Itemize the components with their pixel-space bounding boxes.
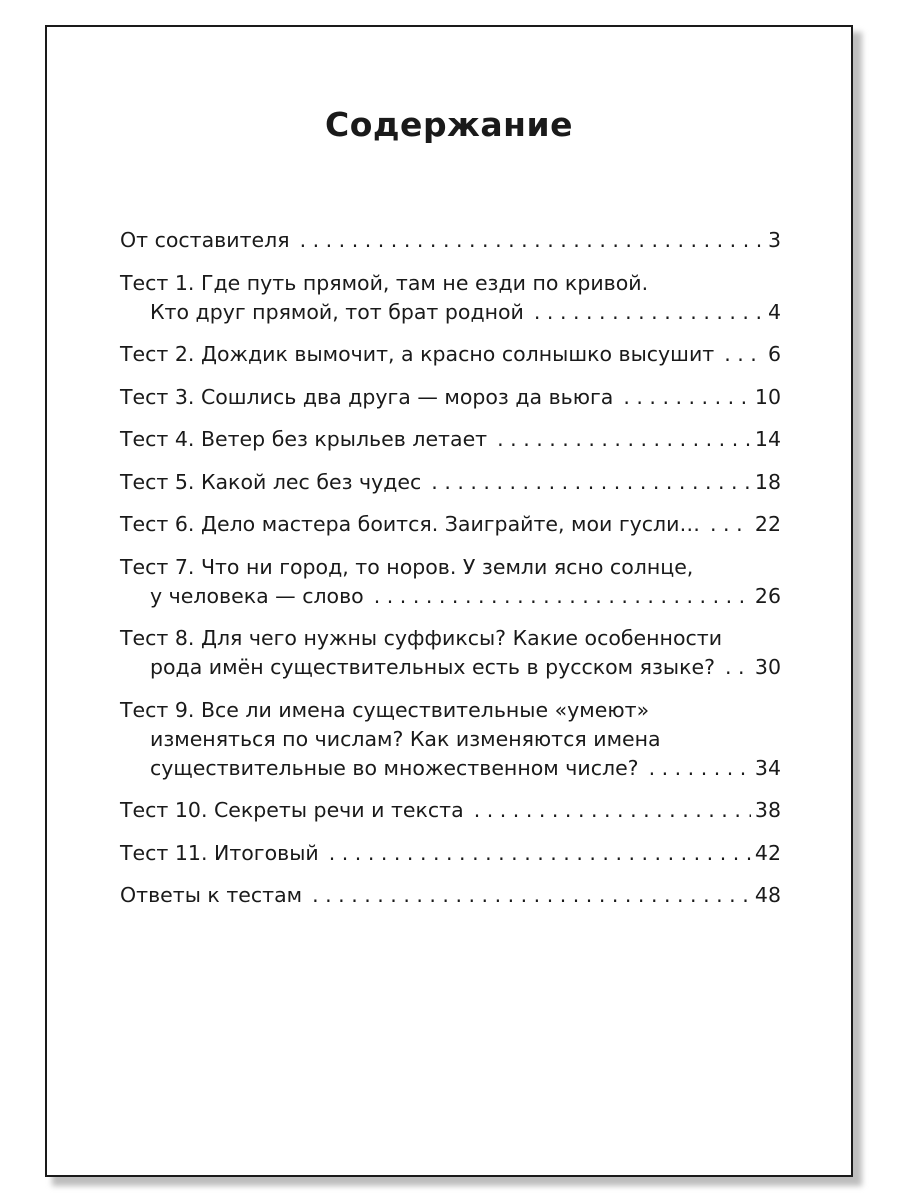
toc-page-number: 48 xyxy=(754,883,781,907)
toc-entry-title-continued: существительные во множественном числе? xyxy=(150,755,639,780)
toc-entry-test-1 xyxy=(120,269,781,327)
toc-page-number: 14 xyxy=(754,427,781,451)
toc-entry-test-6 xyxy=(120,510,781,539)
toc-entry-test-11 xyxy=(120,839,781,868)
dot-leader xyxy=(329,839,751,868)
dot-leader xyxy=(497,425,751,454)
table-of-contents xyxy=(120,226,781,924)
toc-entry-test-9 xyxy=(120,696,781,783)
toc-page-number: 18 xyxy=(754,469,781,494)
book-page xyxy=(45,25,853,1177)
toc-entry-title: Тест 8. Для чего нужны суффиксы? Какие особенности xyxy=(120,626,723,650)
toc-page-number: 4 xyxy=(767,299,781,324)
toc-entry-test-7 xyxy=(120,553,781,611)
toc-entry-test-2 xyxy=(120,340,781,369)
dot-leader xyxy=(724,340,764,369)
toc-page-number: 30 xyxy=(754,655,781,679)
dot-leader xyxy=(534,298,764,327)
toc-entry-title: От составителя xyxy=(120,228,290,252)
toc-entry-test-8 xyxy=(120,624,781,682)
toc-page-number: 26 xyxy=(754,583,781,608)
toc-entry-title: Тест 4. Ветер без крыльев летает xyxy=(120,427,488,451)
toc-entry-preface xyxy=(120,226,781,255)
toc-entry-title: Тест 11. Итоговый xyxy=(120,840,319,865)
toc-entry-answers xyxy=(120,881,781,910)
dot-leader xyxy=(374,582,751,611)
toc-page-number: 22 xyxy=(754,512,781,536)
toc-entry-test-10 xyxy=(120,796,781,825)
dot-leader xyxy=(710,510,751,539)
toc-entry-test-3 xyxy=(120,383,781,412)
toc-entry-title: Тест 10. Секреты речи и текста xyxy=(120,798,464,822)
toc-entry-title: Тест 3. Сошлись два друга — мороз да вьюга xyxy=(120,384,614,409)
dot-leader xyxy=(431,468,751,497)
toc-entry-title: Тест 7. Что ни город, то норов. У земли ясно солнце, xyxy=(120,554,694,579)
toc-entry-title-continued: Кто друг прямой, тот брат родной xyxy=(150,299,524,324)
page-title: Содержание xyxy=(325,105,573,144)
toc-page-number: 10 xyxy=(754,384,781,409)
dot-leader xyxy=(649,754,751,783)
dot-leader xyxy=(725,653,751,682)
toc-entry-test-5 xyxy=(120,468,781,497)
toc-entry-title: Ответы к тестам xyxy=(120,883,303,907)
toc-page-number: 6 xyxy=(767,342,781,366)
toc-page-number: 3 xyxy=(767,228,781,252)
toc-entry-title: Тест 9. Все ли имена существительные «умеют» xyxy=(120,697,650,722)
toc-entry-title: Тест 6. Дело мастера боится. Заиграйте, мои гусли… xyxy=(120,512,700,536)
toc-page-number: 42 xyxy=(754,840,781,865)
dot-leader xyxy=(474,796,751,825)
dot-leader xyxy=(623,383,751,412)
toc-entry-title: Тест 1. Где путь прямой, там не езди по кривой. xyxy=(120,270,649,295)
toc-entry-test-4 xyxy=(120,425,781,454)
dot-leader xyxy=(300,226,764,255)
toc-page-number: 38 xyxy=(754,798,781,822)
toc-entry-title-continued: рода имён существительных есть в русском языке? xyxy=(150,655,715,679)
toc-entry-title-continued: у человека — слово xyxy=(150,583,364,608)
dot-leader xyxy=(312,881,751,910)
toc-entry-title-continued: изменяться по числам? Как изменяются имена xyxy=(150,726,661,751)
toc-page-number: 34 xyxy=(754,755,781,780)
toc-entry-title: Тест 5. Какой лес без чудес xyxy=(120,469,422,494)
toc-entry-title: Тест 2. Дождик вымочит, а красно солнышко высушит xyxy=(120,342,715,366)
